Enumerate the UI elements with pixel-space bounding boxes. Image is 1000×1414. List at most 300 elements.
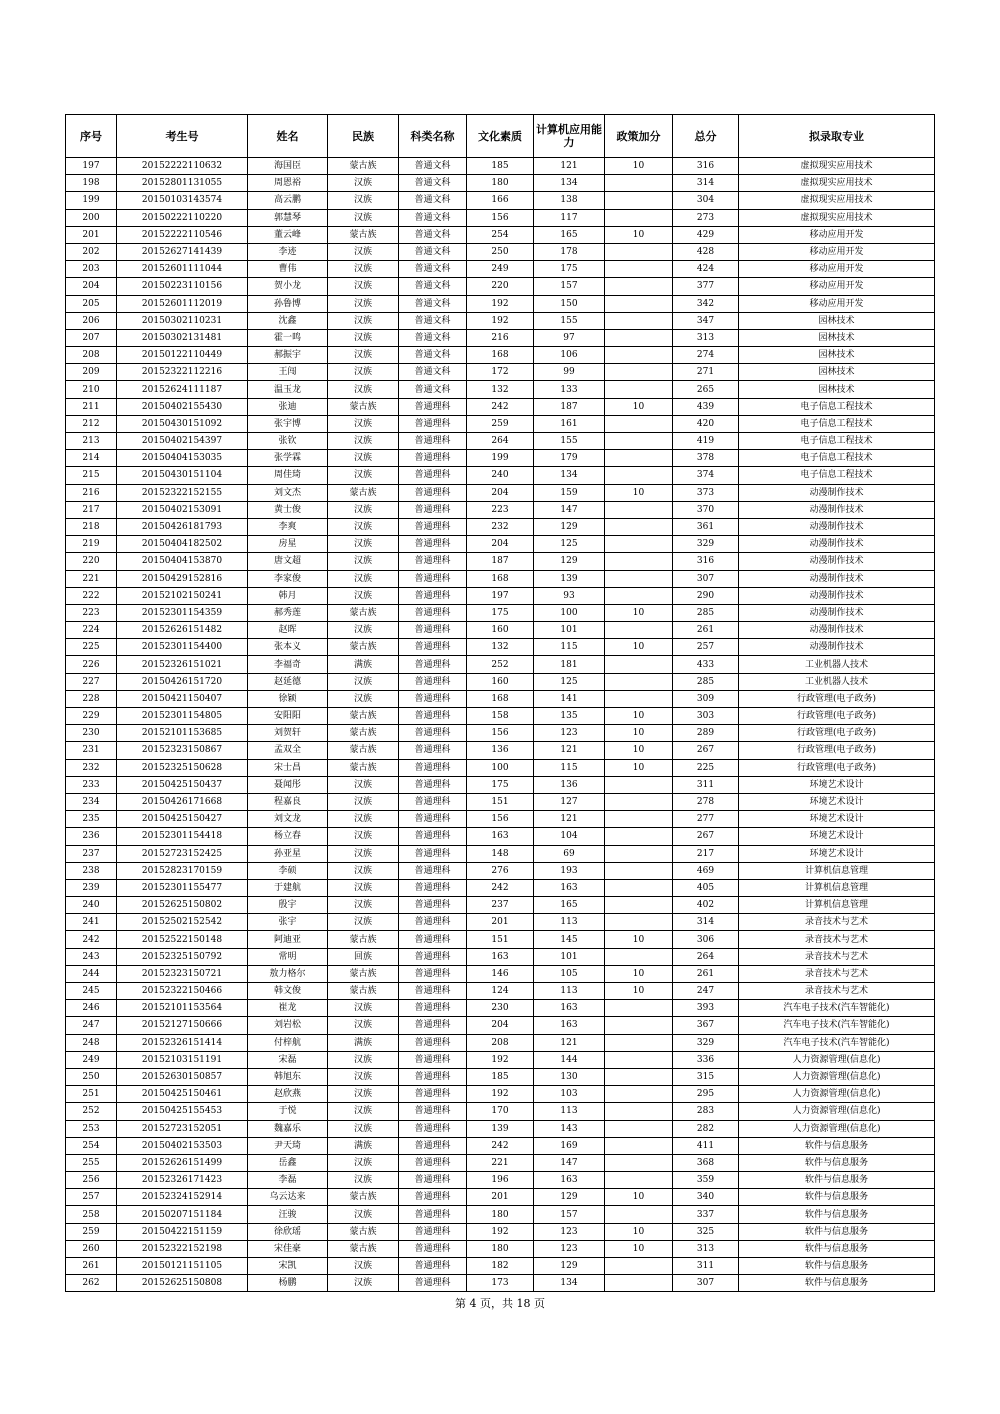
table-row [66, 587, 935, 604]
table-cell: 汉族 [328, 587, 399, 604]
table-row [66, 1189, 935, 1206]
table-cell: 248 [66, 1034, 117, 1051]
column-header: 序号 [66, 115, 117, 158]
table-cell: 汉族 [328, 243, 399, 260]
table-cell: 计算机信息管理 [739, 879, 935, 896]
table-cell: 20152322152155 [117, 484, 248, 501]
table-cell: 普通理科 [399, 1240, 467, 1257]
table-cell: 10 [605, 965, 673, 982]
table-cell: 215 [66, 467, 117, 484]
table-cell: 园林技术 [739, 381, 935, 398]
table-cell: 20152323150721 [117, 965, 248, 982]
table-cell: 20152101153685 [117, 725, 248, 742]
table-cell: 20152522150148 [117, 931, 248, 948]
table-row [66, 1034, 935, 1051]
table-cell: 普通理科 [399, 604, 467, 621]
table-cell: 20152325150792 [117, 948, 248, 965]
table-cell: 汪骏 [248, 1206, 328, 1223]
table-cell: 行政管理(电子政务) [739, 742, 935, 759]
table-cell: 242 [467, 398, 534, 415]
table-cell: 204 [467, 536, 534, 553]
table-row [66, 793, 935, 810]
column-header: 民族 [328, 115, 399, 158]
table-cell: 223 [66, 604, 117, 621]
table-cell [605, 622, 673, 639]
table-cell: 赵延德 [248, 673, 328, 690]
table-cell: 20150402153503 [117, 1137, 248, 1154]
table-cell: 人力资源管理(信息化) [739, 1120, 935, 1137]
table-cell: 192 [467, 312, 534, 329]
table-row [66, 484, 935, 501]
table-cell: 软件与信息服务 [739, 1275, 935, 1292]
table-cell: 园林技术 [739, 364, 935, 381]
table-cell: 156 [467, 209, 534, 226]
table-cell: 224 [66, 622, 117, 639]
table-cell: 219 [66, 536, 117, 553]
table-cell: 20152601111044 [117, 261, 248, 278]
table-cell: 262 [66, 1275, 117, 1292]
table-cell: 普通理科 [399, 433, 467, 450]
table-cell: 普通理科 [399, 931, 467, 948]
table-cell: 蒙古族 [328, 759, 399, 776]
column-header: 考生号 [117, 115, 248, 158]
table-cell: 刘文杰 [248, 484, 328, 501]
table-cell: 人力资源管理(信息化) [739, 1103, 935, 1120]
table-cell: 214 [66, 450, 117, 467]
table-cell: 10 [605, 1223, 673, 1240]
table-cell: 普通理科 [399, 845, 467, 862]
table-cell: 汉族 [328, 776, 399, 793]
table-cell: 106 [534, 347, 605, 364]
table-cell: 蒙古族 [328, 639, 399, 656]
table-cell [605, 1103, 673, 1120]
table-cell: 沈鑫 [248, 312, 328, 329]
table-cell: 20152301154418 [117, 828, 248, 845]
table-cell: 普通文科 [399, 364, 467, 381]
table-cell: 101 [534, 622, 605, 639]
table-cell [605, 295, 673, 312]
table-cell: 218 [66, 518, 117, 535]
table-cell: 普通理科 [399, 673, 467, 690]
table-cell: 251 [66, 1086, 117, 1103]
table-cell: 242 [467, 879, 534, 896]
table-cell: 267 [673, 742, 739, 759]
table-cell: 173 [467, 1275, 534, 1292]
table-cell: 汉族 [328, 415, 399, 432]
table-cell: 181 [534, 656, 605, 673]
table-cell: 移动应用开发 [739, 226, 935, 243]
table-cell: 20152324152914 [117, 1189, 248, 1206]
table-cell: 普通理科 [399, 862, 467, 879]
table-cell: 20152625150808 [117, 1275, 248, 1292]
table-cell: 20152626151499 [117, 1154, 248, 1171]
table-cell: 217 [66, 501, 117, 518]
table-cell: 378 [673, 450, 739, 467]
table-row [66, 948, 935, 965]
table-cell: 20152322152198 [117, 1240, 248, 1257]
table-cell: 20150302110231 [117, 312, 248, 329]
table-cell: 361 [673, 518, 739, 535]
table-cell: 普通理科 [399, 1154, 467, 1171]
table-row [66, 983, 935, 1000]
table-cell: 录音技术与艺术 [739, 914, 935, 931]
table-cell: 敖力格尔 [248, 965, 328, 982]
table-cell: 97 [534, 329, 605, 346]
table-cell [605, 433, 673, 450]
table-cell: 蒙古族 [328, 1240, 399, 1257]
table-cell: 282 [673, 1120, 739, 1137]
table-cell: 247 [66, 1017, 117, 1034]
table-cell: 普通文科 [399, 295, 467, 312]
table-cell: 20150222110220 [117, 209, 248, 226]
table-cell: 258 [66, 1206, 117, 1223]
table-header-row [66, 115, 935, 158]
table-cell: 367 [673, 1017, 739, 1034]
table-cell: 205 [66, 295, 117, 312]
table-cell: 汉族 [328, 381, 399, 398]
table-cell: 155 [534, 433, 605, 450]
table-cell: 185 [467, 1068, 534, 1085]
table-cell: 唐文超 [248, 553, 328, 570]
table-cell: 软件与信息服务 [739, 1258, 935, 1275]
table-cell: 普通理科 [399, 914, 467, 931]
table-cell: 张本义 [248, 639, 328, 656]
table-cell: 243 [66, 948, 117, 965]
table-cell: 148 [467, 845, 534, 862]
table-cell: 普通理科 [399, 965, 467, 982]
table-cell: 乌云达来 [248, 1189, 328, 1206]
table-row [66, 450, 935, 467]
table-cell: 433 [673, 656, 739, 673]
table-cell: 166 [467, 192, 534, 209]
table-row [66, 708, 935, 725]
table-cell: 汉族 [328, 1120, 399, 1137]
table-cell: 329 [673, 536, 739, 553]
table-cell: 20152301155477 [117, 879, 248, 896]
table-cell: 郭慧琴 [248, 209, 328, 226]
table-cell: 163 [534, 1172, 605, 1189]
table-cell: 252 [66, 1103, 117, 1120]
table-cell: 155 [534, 312, 605, 329]
table-cell: 宋佳豪 [248, 1240, 328, 1257]
table-cell: 房星 [248, 536, 328, 553]
table-cell: 软件与信息服务 [739, 1189, 935, 1206]
table-cell [605, 828, 673, 845]
table-cell: 普通文科 [399, 329, 467, 346]
table-cell: 普通理科 [399, 793, 467, 810]
table-row [66, 158, 935, 175]
table-cell: 237 [467, 897, 534, 914]
table-row [66, 725, 935, 742]
table-cell: 电子信息工程技术 [739, 450, 935, 467]
table-cell: 237 [66, 845, 117, 862]
table-cell: 张宇博 [248, 415, 328, 432]
table-cell: 249 [467, 261, 534, 278]
table-cell: 202 [66, 243, 117, 260]
table-cell: 163 [534, 879, 605, 896]
table-cell: 普通理科 [399, 879, 467, 896]
table-cell: 420 [673, 415, 739, 432]
table-cell: 录音技术与艺术 [739, 965, 935, 982]
table-cell: 普通理科 [399, 639, 467, 656]
table-cell: 虚拟现实应用技术 [739, 192, 935, 209]
table-cell: 370 [673, 501, 739, 518]
table-cell: 宋磊 [248, 1051, 328, 1068]
table-cell: 368 [673, 1154, 739, 1171]
table-cell: 20152624111187 [117, 381, 248, 398]
table-cell: 20150425150437 [117, 776, 248, 793]
table-cell: 257 [673, 639, 739, 656]
table-cell: 347 [673, 312, 739, 329]
table-cell: 20152502152542 [117, 914, 248, 931]
table-cell: 园林技术 [739, 329, 935, 346]
table-cell: 227 [66, 673, 117, 690]
table-cell: 行政管理(电子政务) [739, 690, 935, 707]
table-cell: 普通文科 [399, 226, 467, 243]
table-cell: 人力资源管理(信息化) [739, 1068, 935, 1085]
table-cell: 123 [534, 1223, 605, 1240]
table-cell: 307 [673, 570, 739, 587]
table-cell: 276 [467, 862, 534, 879]
table-cell: 程嘉良 [248, 793, 328, 810]
table-cell: 240 [66, 897, 117, 914]
table-cell: 295 [673, 1086, 739, 1103]
table-cell: 普通理科 [399, 467, 467, 484]
table-cell: 蒙古族 [328, 965, 399, 982]
table-cell: 海国臣 [248, 158, 328, 175]
table-cell: 256 [66, 1172, 117, 1189]
table-cell: 121 [534, 158, 605, 175]
table-cell: 10 [605, 931, 673, 948]
table-cell: 329 [673, 1034, 739, 1051]
page-footer: 第 4 页，共 18 页 [455, 1297, 545, 1310]
table-cell: 普通文科 [399, 175, 467, 192]
table-cell: 99 [534, 364, 605, 381]
table-cell: 王闯 [248, 364, 328, 381]
table-cell: 张迪 [248, 398, 328, 415]
table-cell: 韩旭东 [248, 1068, 328, 1085]
table-cell: 316 [673, 553, 739, 570]
table-cell: 419 [673, 433, 739, 450]
table-cell: 软件与信息服务 [739, 1154, 935, 1171]
table-cell: 普通理科 [399, 518, 467, 535]
table-cell: 143 [534, 1120, 605, 1137]
table-cell: 岳鑫 [248, 1154, 328, 1171]
table-cell: 汉族 [328, 1017, 399, 1034]
table-cell: 韩月 [248, 587, 328, 604]
table-cell: 139 [534, 570, 605, 587]
table-cell: 196 [467, 1172, 534, 1189]
column-header: 总分 [673, 115, 739, 158]
table-cell: 314 [673, 914, 739, 931]
table-cell: 汉族 [328, 261, 399, 278]
table-cell: 汉族 [328, 1103, 399, 1120]
table-cell: 移动应用开发 [739, 261, 935, 278]
column-header: 科类名称 [399, 115, 467, 158]
table-cell: 汉族 [328, 622, 399, 639]
table-cell: 周佳琦 [248, 467, 328, 484]
table-row [66, 518, 935, 535]
table-cell: 杨立春 [248, 828, 328, 845]
table-cell: 313 [673, 329, 739, 346]
table-row [66, 1068, 935, 1085]
table-cell [605, 501, 673, 518]
column-header: 文化素质 [467, 115, 534, 158]
table-cell: 汉族 [328, 1068, 399, 1085]
table-cell: 20150404153035 [117, 450, 248, 467]
table-cell: 261 [66, 1258, 117, 1275]
table-cell: 193 [534, 862, 605, 879]
table-row [66, 312, 935, 329]
table-row [66, 1086, 935, 1103]
table-cell: 129 [534, 553, 605, 570]
table-cell: 汉族 [328, 518, 399, 535]
table-cell: 普通理科 [399, 690, 467, 707]
table-cell: 普通理科 [399, 656, 467, 673]
table-row [66, 415, 935, 432]
table-cell: 20152127150666 [117, 1017, 248, 1034]
table-cell [605, 192, 673, 209]
table-cell: 蒙古族 [328, 931, 399, 948]
table-cell: 宋凯 [248, 1258, 328, 1275]
table-cell: 429 [673, 226, 739, 243]
table-cell: 电子信息工程技术 [739, 398, 935, 415]
table-cell: 普通理科 [399, 1000, 467, 1017]
table-row [66, 811, 935, 828]
table-cell: 249 [66, 1051, 117, 1068]
table-cell: 虚拟现实应用技术 [739, 158, 935, 175]
table-cell: 259 [467, 415, 534, 432]
table-cell: 277 [673, 811, 739, 828]
table-cell: 113 [534, 914, 605, 931]
table-cell: 232 [66, 759, 117, 776]
table-cell: 张宇 [248, 914, 328, 931]
table-cell: 汉族 [328, 793, 399, 810]
table-row [66, 1000, 935, 1017]
table-cell: 187 [534, 398, 605, 415]
table-cell: 192 [467, 1086, 534, 1103]
table-cell: 汉族 [328, 536, 399, 553]
table-cell: 246 [66, 1000, 117, 1017]
table-cell: 普通理科 [399, 398, 467, 415]
table-cell: 273 [673, 209, 739, 226]
table-cell: 软件与信息服务 [739, 1137, 935, 1154]
table-cell: 软件与信息服务 [739, 1240, 935, 1257]
table-cell: 411 [673, 1137, 739, 1154]
table-cell: 242 [66, 931, 117, 948]
table-cell: 220 [66, 553, 117, 570]
table-row [66, 673, 935, 690]
table-cell: 129 [534, 1189, 605, 1206]
table-cell: 20152102150241 [117, 587, 248, 604]
table-cell: 普通理科 [399, 948, 467, 965]
table-cell: 20150302131481 [117, 329, 248, 346]
table-cell: 242 [467, 1137, 534, 1154]
table-cell: 普通理科 [399, 570, 467, 587]
table-cell [605, 1051, 673, 1068]
table-cell: 157 [534, 278, 605, 295]
table-cell: 汉族 [328, 1000, 399, 1017]
table-cell: 20150425155453 [117, 1103, 248, 1120]
table-cell: 郝振宇 [248, 347, 328, 364]
table-cell: 杨鹏 [248, 1275, 328, 1292]
table-cell: 普通理科 [399, 415, 467, 432]
table-cell: 311 [673, 776, 739, 793]
table-cell: 于建航 [248, 879, 328, 896]
table-cell: 285 [673, 673, 739, 690]
table-cell: 228 [66, 690, 117, 707]
table-cell: 197 [66, 158, 117, 175]
table-cell: 115 [534, 639, 605, 656]
table-cell: 134 [534, 467, 605, 484]
table-cell [605, 690, 673, 707]
table-cell [605, 415, 673, 432]
table-cell: 192 [467, 295, 534, 312]
table-cell: 129 [534, 1258, 605, 1275]
table-cell: 151 [467, 931, 534, 948]
table-cell: 普通文科 [399, 192, 467, 209]
table-cell: 录音技术与艺术 [739, 983, 935, 1000]
table-cell: 226 [66, 656, 117, 673]
table-cell: 汉族 [328, 450, 399, 467]
table-cell: 行政管理(电子政务) [739, 708, 935, 725]
table-cell: 220 [467, 278, 534, 295]
table-cell: 336 [673, 1051, 739, 1068]
table-cell [605, 209, 673, 226]
table-cell: 252 [467, 656, 534, 673]
table-cell: 261 [673, 622, 739, 639]
table-cell: 普通文科 [399, 243, 467, 260]
table-cell: 动漫制作技术 [739, 587, 935, 604]
table-cell: 20150425150427 [117, 811, 248, 828]
table-cell: 付梓航 [248, 1034, 328, 1051]
table-cell: 103 [534, 1086, 605, 1103]
table-cell: 汉族 [328, 312, 399, 329]
table-cell: 247 [673, 983, 739, 1000]
table-cell [605, 845, 673, 862]
table-cell: 10 [605, 983, 673, 1000]
table-cell: 225 [66, 639, 117, 656]
table-cell: 314 [673, 175, 739, 192]
table-cell: 宋士昌 [248, 759, 328, 776]
table-cell: 147 [534, 1154, 605, 1171]
table-cell [605, 587, 673, 604]
table-row [66, 776, 935, 793]
table-cell: 20152222110546 [117, 226, 248, 243]
table-cell: 汉族 [328, 295, 399, 312]
table-row [66, 879, 935, 896]
table-row [66, 1275, 935, 1292]
table-cell: 20152326171423 [117, 1172, 248, 1189]
table-cell: 10 [605, 604, 673, 621]
table-cell: 行政管理(电子政务) [739, 725, 935, 742]
table-row [66, 570, 935, 587]
table-cell: 245 [66, 983, 117, 1000]
table-cell: 刘岩松 [248, 1017, 328, 1034]
table-cell: 469 [673, 862, 739, 879]
table-cell: 20150429152816 [117, 570, 248, 587]
table-cell: 20152627141439 [117, 243, 248, 260]
table-cell: 132 [467, 381, 534, 398]
table-cell: 蒙古族 [328, 398, 399, 415]
table-cell: 蒙古族 [328, 484, 399, 501]
table-cell: 117 [534, 209, 605, 226]
table-cell: 普通理科 [399, 1275, 467, 1292]
table-cell: 常明 [248, 948, 328, 965]
table-cell [605, 1275, 673, 1292]
table-row [66, 1206, 935, 1223]
table-cell: 满族 [328, 656, 399, 673]
